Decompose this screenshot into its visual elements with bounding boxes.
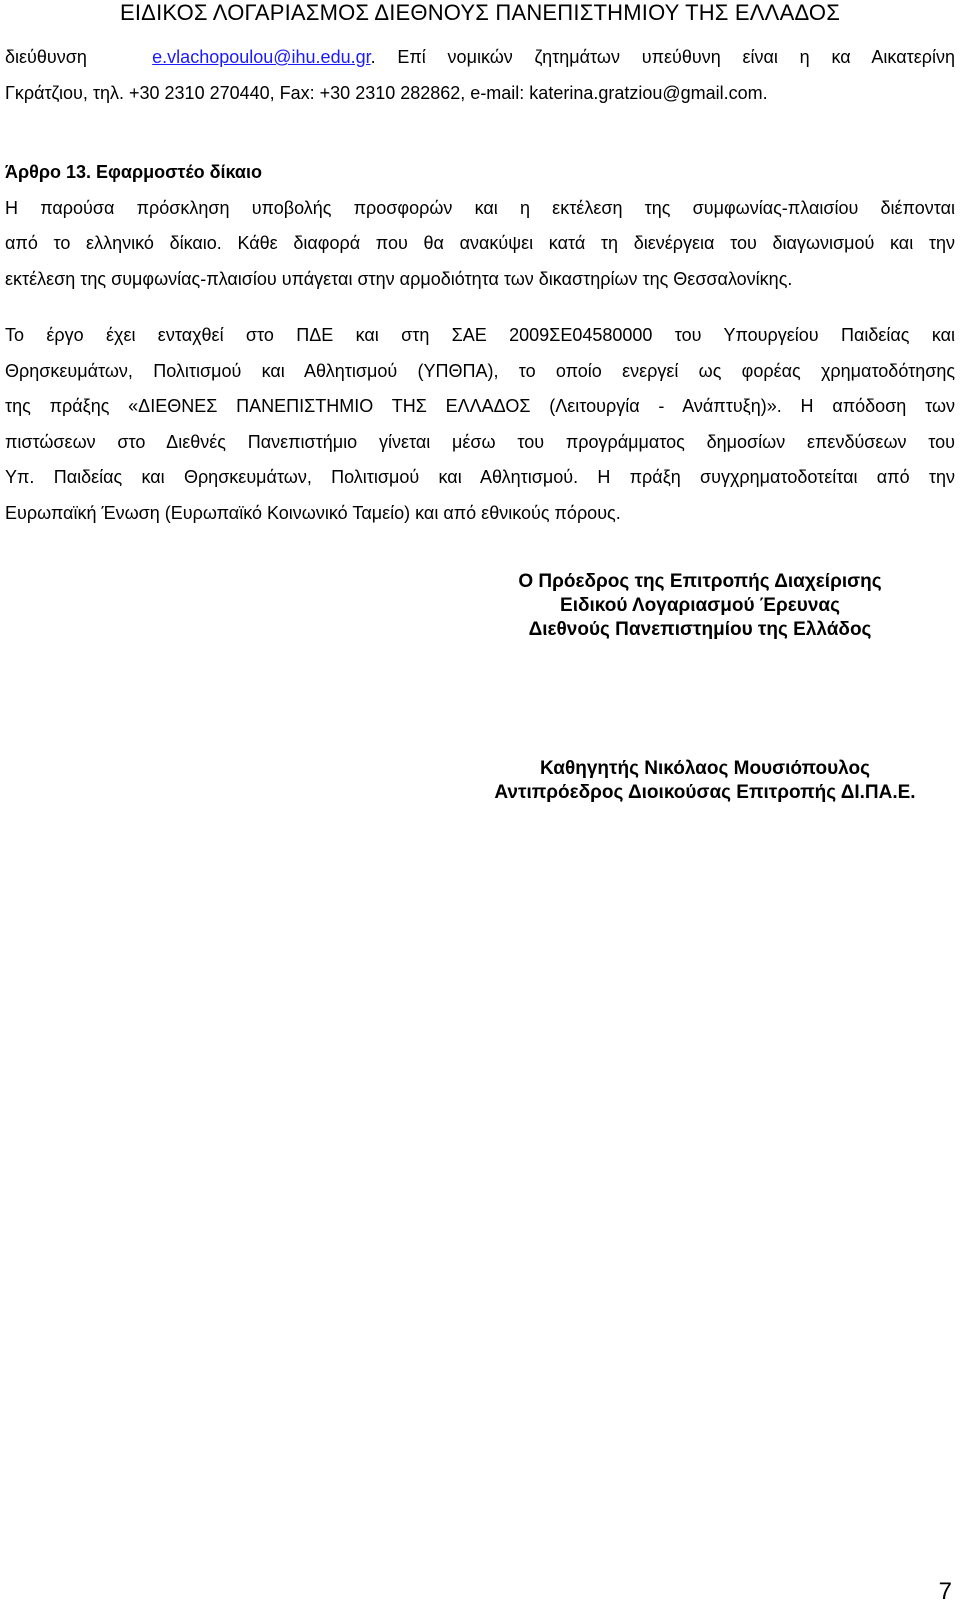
page-header [0,0,960,26]
article-13-line: Η παρούσα πρόσκληση υποβολής προσφορών και η εκτέλεση της συμφωνίας-πλαισίου διέπονται [5,197,955,218]
article-13-line: από το ελληνικό δίκαιο. Κάθε διαφορά που θα ανακύψει κατά τη διενέργεια του διαγωνισμού και την [5,233,955,253]
funding-paragraph [5,318,955,531]
article-13-section [5,155,955,297]
contact-line-2: Γκράτζιου, τηλ. +30 2310 270440, Fax: +30 2310 282862, e-mail: katerina.gratziou@gmail.com. [5,82,768,103]
committee-title-line: Ο Πρόεδρος της Επιτροπής Διαχείρισης [518,571,882,592]
article-13-line: εκτέλεση της συμφωνίας-πλαισίου υπάγεται στην αρμοδιότητα των δικαστηρίων της Θεσσαλονίκης. [5,268,793,289]
funding-line: Το έργο έχει ενταχθεί στο ΠΔΕ και στη ΣΑΕ 2009ΣΕ04580000 του Υπουργείου Παιδείας και [5,325,955,345]
funding-line: Ευρωπαϊκή Ένωση (Ευρωπαϊκό Κοινωνικό Ταμείο) και από εθνικούς πόρους. [5,502,621,523]
contact-paragraph [5,40,955,111]
contact-prefix: διεύθυνση [5,47,87,67]
committee-title-line: Ειδικού Λογαριασμού Έρευνας [560,595,840,616]
header-title: ΕΙΔΙΚΟΣ ΛΟΓΑΡΙΑΣΜΟΣ ΔΙΕΘΝΟΥΣ ΠΑΝΕΠΙΣΤΗΜΙΟΥ ΤΗΣ ΕΛΛΑΔΟΣ [120,0,840,25]
committee-title-line: Διεθνούς Πανεπιστημίου της Ελλάδος [528,619,872,640]
signatory-position: Αντιπρόεδρος Διοικούσας Επιτροπής ΔΙ.ΠΑ.Ε. [494,782,916,803]
email-link[interactable]: e.vlachopoulou@ihu.edu.gr [152,47,371,67]
funding-line: της πράξης «ΔΙΕΘΝΕΣ ΠΑΝΕΠΙΣΤΗΜΙΟ ΤΗΣ ΕΛΛΑΔΟΣ (Λειτουργία - Ανάπτυξη)». Η απόδοση των [5,396,955,416]
contact-line-1 [5,40,955,76]
page-number: 7 [938,1578,952,1605]
funding-line: Υπ. Παιδείας και Θρησκευμάτων, Πολιτισμού και Αθλητισμού. Η πράξη συγχρηματοδοτείται από την [5,467,955,487]
signatory-name: Καθηγητής Νικόλαος Μουσιόπουλος [540,758,870,779]
person-signature-block [470,757,940,805]
funding-line: πιστώσεων στο Διεθνές Πανεπιστήμιο γίνεται μέσω του προγράμματος δημοσίων επενδύσεων του [5,431,955,452]
article-13-heading: Άρθρο 13. Εφαρμοστέο δίκαιο [5,162,262,182]
committee-signature-block [490,570,910,642]
funding-line: Θρησκευμάτων, Πολιτισμού και Αθλητισμού (ΥΠΘΠΑ), το οποίο ενεργεί ως φορέας χρηματοδότησης [5,360,955,381]
contact-suffix: . Επί νομικών ζητημάτων υπεύθυνη είναι η κα Αικατερίνη [370,47,955,67]
